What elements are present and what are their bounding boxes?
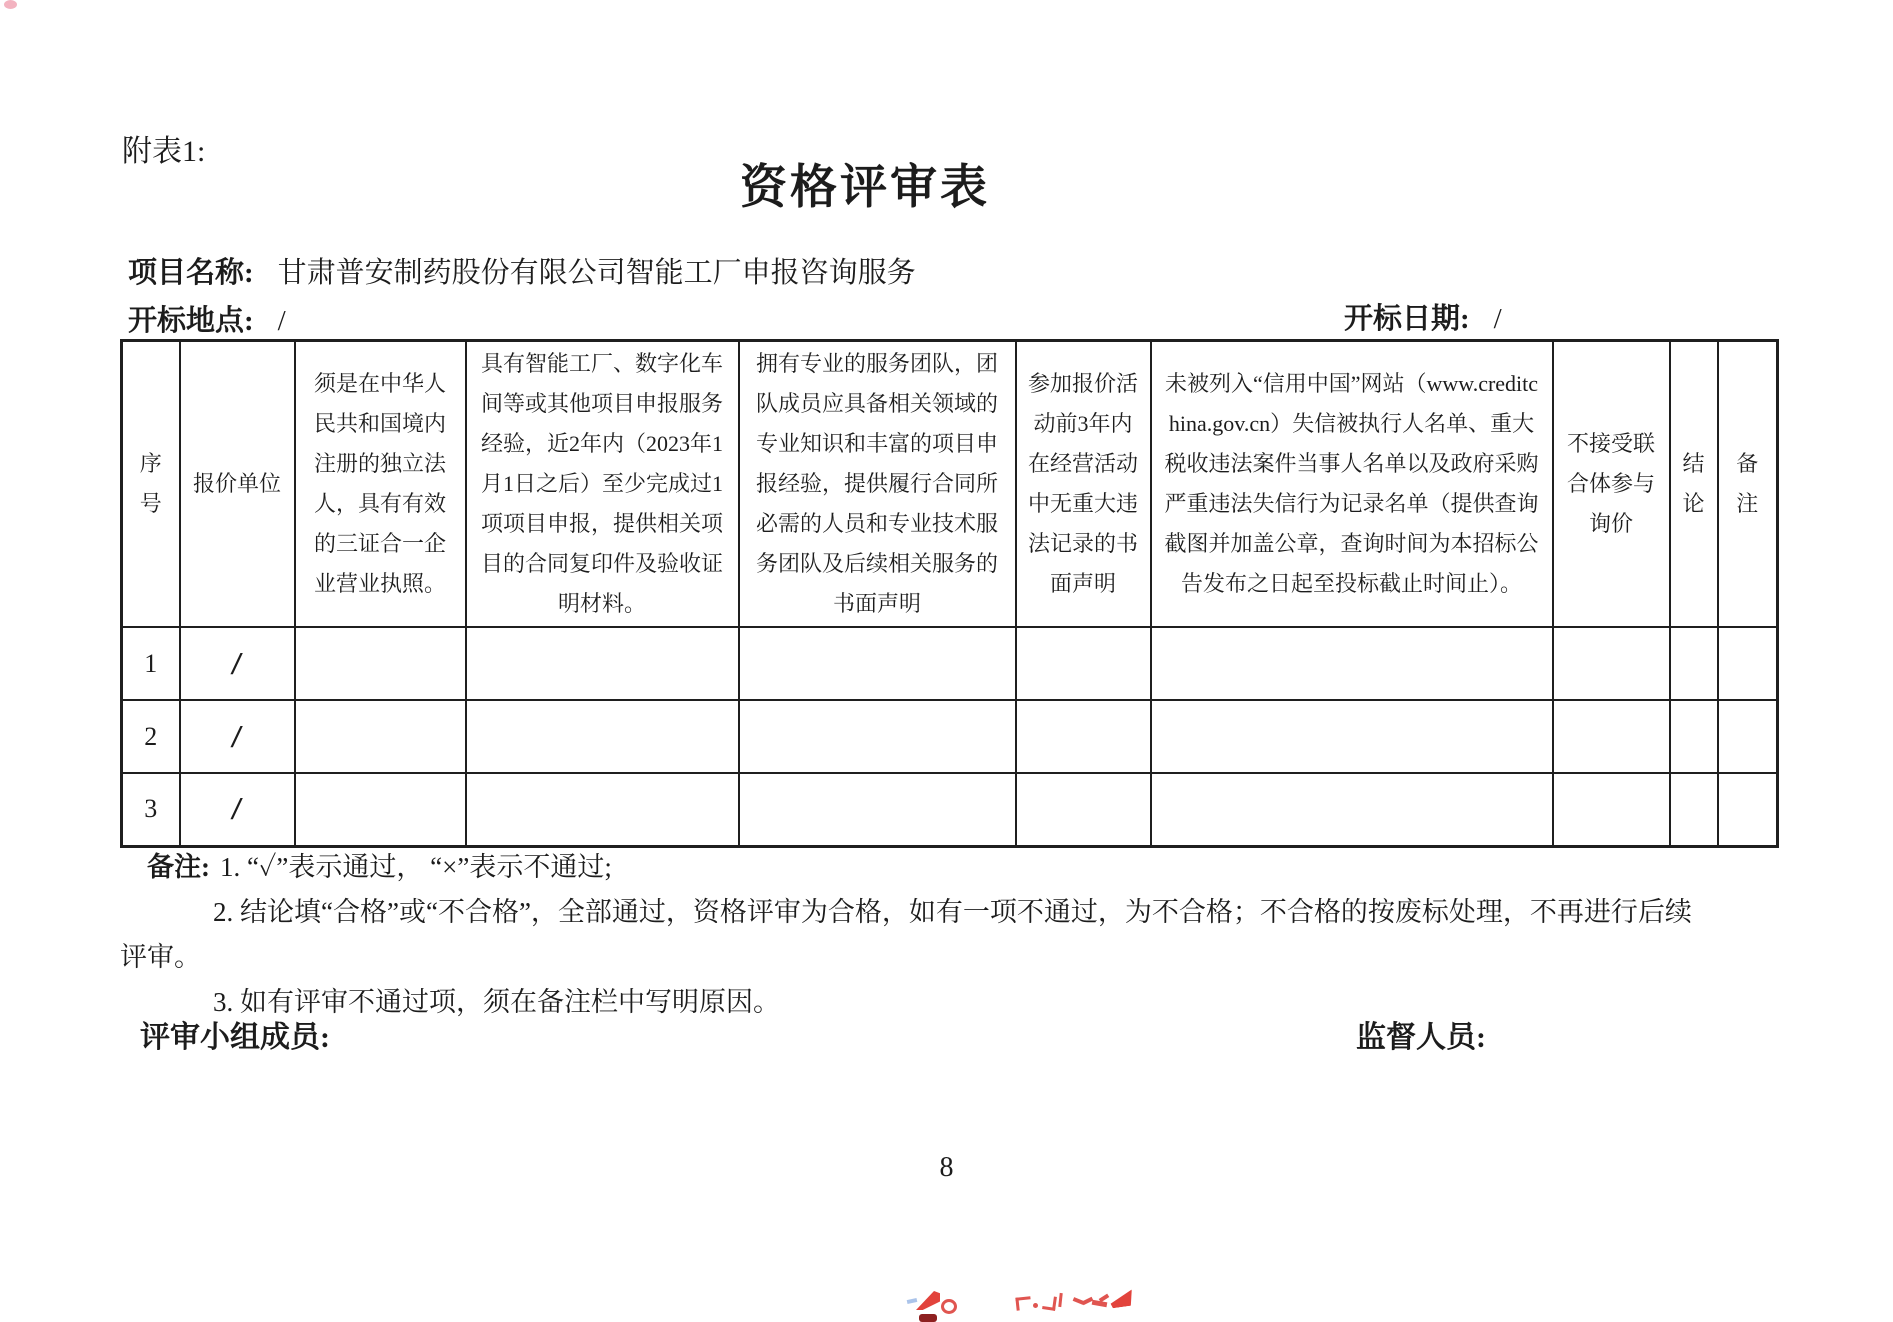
project-name-label: 项目名称: [128,257,254,289]
empty-cell [1016,773,1151,846]
table-row [122,627,1778,700]
header-no-consortium: 不接受联合体参与询价 [1553,341,1670,628]
empty-cell [1151,627,1553,700]
supplier-cell: / [180,773,295,846]
header-supplier: 报价单位 [180,341,295,628]
supervisor-label: 监督人员: [1356,1021,1486,1054]
bid-date-row [1344,296,1502,337]
bid-date-value: / [1493,303,1502,335]
note-item-1-row [147,845,612,884]
project-name-value: 甘肃普安制药股份有限公司智能工厂申报咨询服务 [277,257,916,289]
page-number: 8 [939,1152,954,1183]
supplier-cell: / [180,627,295,700]
empty-cell [466,627,739,700]
table-row [122,773,1778,846]
row-number-cell: 3 [122,773,180,846]
bid-location-label: 开标地点: [128,305,254,337]
stamp-fragment [1042,1295,1057,1311]
stamp-fragment [941,1299,957,1314]
project-name-row [128,250,916,291]
empty-cell [295,773,466,846]
empty-cell [295,700,466,773]
header-conclusion: 结论 [1670,341,1718,628]
table-header-row [122,341,1778,628]
empty-cell [739,700,1016,773]
empty-cell [1670,700,1718,773]
empty-cell [1016,700,1151,773]
page-title: 资格评审表 [740,162,990,214]
stamp-fragment [1015,1296,1031,1310]
empty-cell [1553,700,1670,773]
bid-location-row [128,298,286,339]
empty-cell [1718,627,1778,700]
header-remark: 备注 [1718,341,1778,628]
review-team-label: 评审小组成员: [140,1021,330,1054]
header-experience: 具有智能工厂、数字化车间等或其他项目申报服务经验，近2年内（2023年1月1日之后）至少完成过1项项目申报，提供相关项目的合同复印件及验收证明材料。 [466,341,739,628]
bid-location-value: / [277,305,286,337]
row-number-cell: 1 [122,627,180,700]
empty-cell [1670,627,1718,700]
stamp-fragment [916,1291,940,1310]
stamp-fragment [1033,1303,1038,1308]
qualification-review-table [120,339,1779,848]
note-item-3: 3. 如有评审不通过项，须在备注栏中写明原因。 [213,987,780,1017]
note-item-2-wrap: 评审。 [120,942,201,972]
empty-cell [1016,627,1151,700]
empty-cell [739,773,1016,846]
empty-cell [466,773,739,846]
empty-cell [739,627,1016,700]
empty-cell [295,627,466,700]
header-credit-china: 未被列入“信用中国”网站（www.creditchina.gov.cn）失信被执行人名单、重大税收违法案件当事人名单以及政府采购严重违法失信行为记录名单（提供查询截图并加盖公章，查询时间为本招标公告发布之日起至投标截止时间止）。 [1151,341,1553,628]
pen-mark-fragment [907,1298,918,1304]
empty-cell [466,700,739,773]
header-team: 拥有专业的服务团队，团队成员应具备相关领域的专业知识和丰富的项目申报经验，提供履行合同所必需的人员和专业技术服务团队及后续相关服务的书面声明 [739,341,1016,628]
header-seq: 序号 [122,341,180,628]
note-item-1: 1. “✓”表示通过， “×”表示不通过; [220,852,612,882]
table-row [122,700,1778,773]
supplier-cell: / [180,700,295,773]
empty-cell [1718,700,1778,773]
empty-cell [1151,773,1553,846]
stamp-fragment [919,1314,937,1322]
notes-label: 备注: [147,852,210,882]
empty-cell [1670,773,1718,846]
note-item-2: 2. 结论填“合格”或“不合格”，全部通过，资格评审为合格，如有一项不通过，为不合格；不合格的按废标处理，不再进行后续 [213,897,1692,927]
empty-cell [1151,700,1553,773]
row-number-cell: 2 [122,700,180,773]
bid-date-label: 开标日期: [1344,303,1470,335]
header-no-violation: 参加报价活动前3年内在经营活动中无重大违法记录的书面声明 [1016,341,1151,628]
empty-cell [1553,627,1670,700]
corner-stamp-fragment [4,0,17,9]
empty-cell [1553,773,1670,846]
empty-cell [1718,773,1778,846]
header-legal-entity: 须是在中华人民共和国境内注册的独立法人，具有有效的三证合一企业营业执照。 [295,341,466,628]
stamp-fragment [1058,1293,1062,1307]
stamp-fragment [1109,1289,1134,1308]
attachment-label: 附表1: [122,135,206,168]
